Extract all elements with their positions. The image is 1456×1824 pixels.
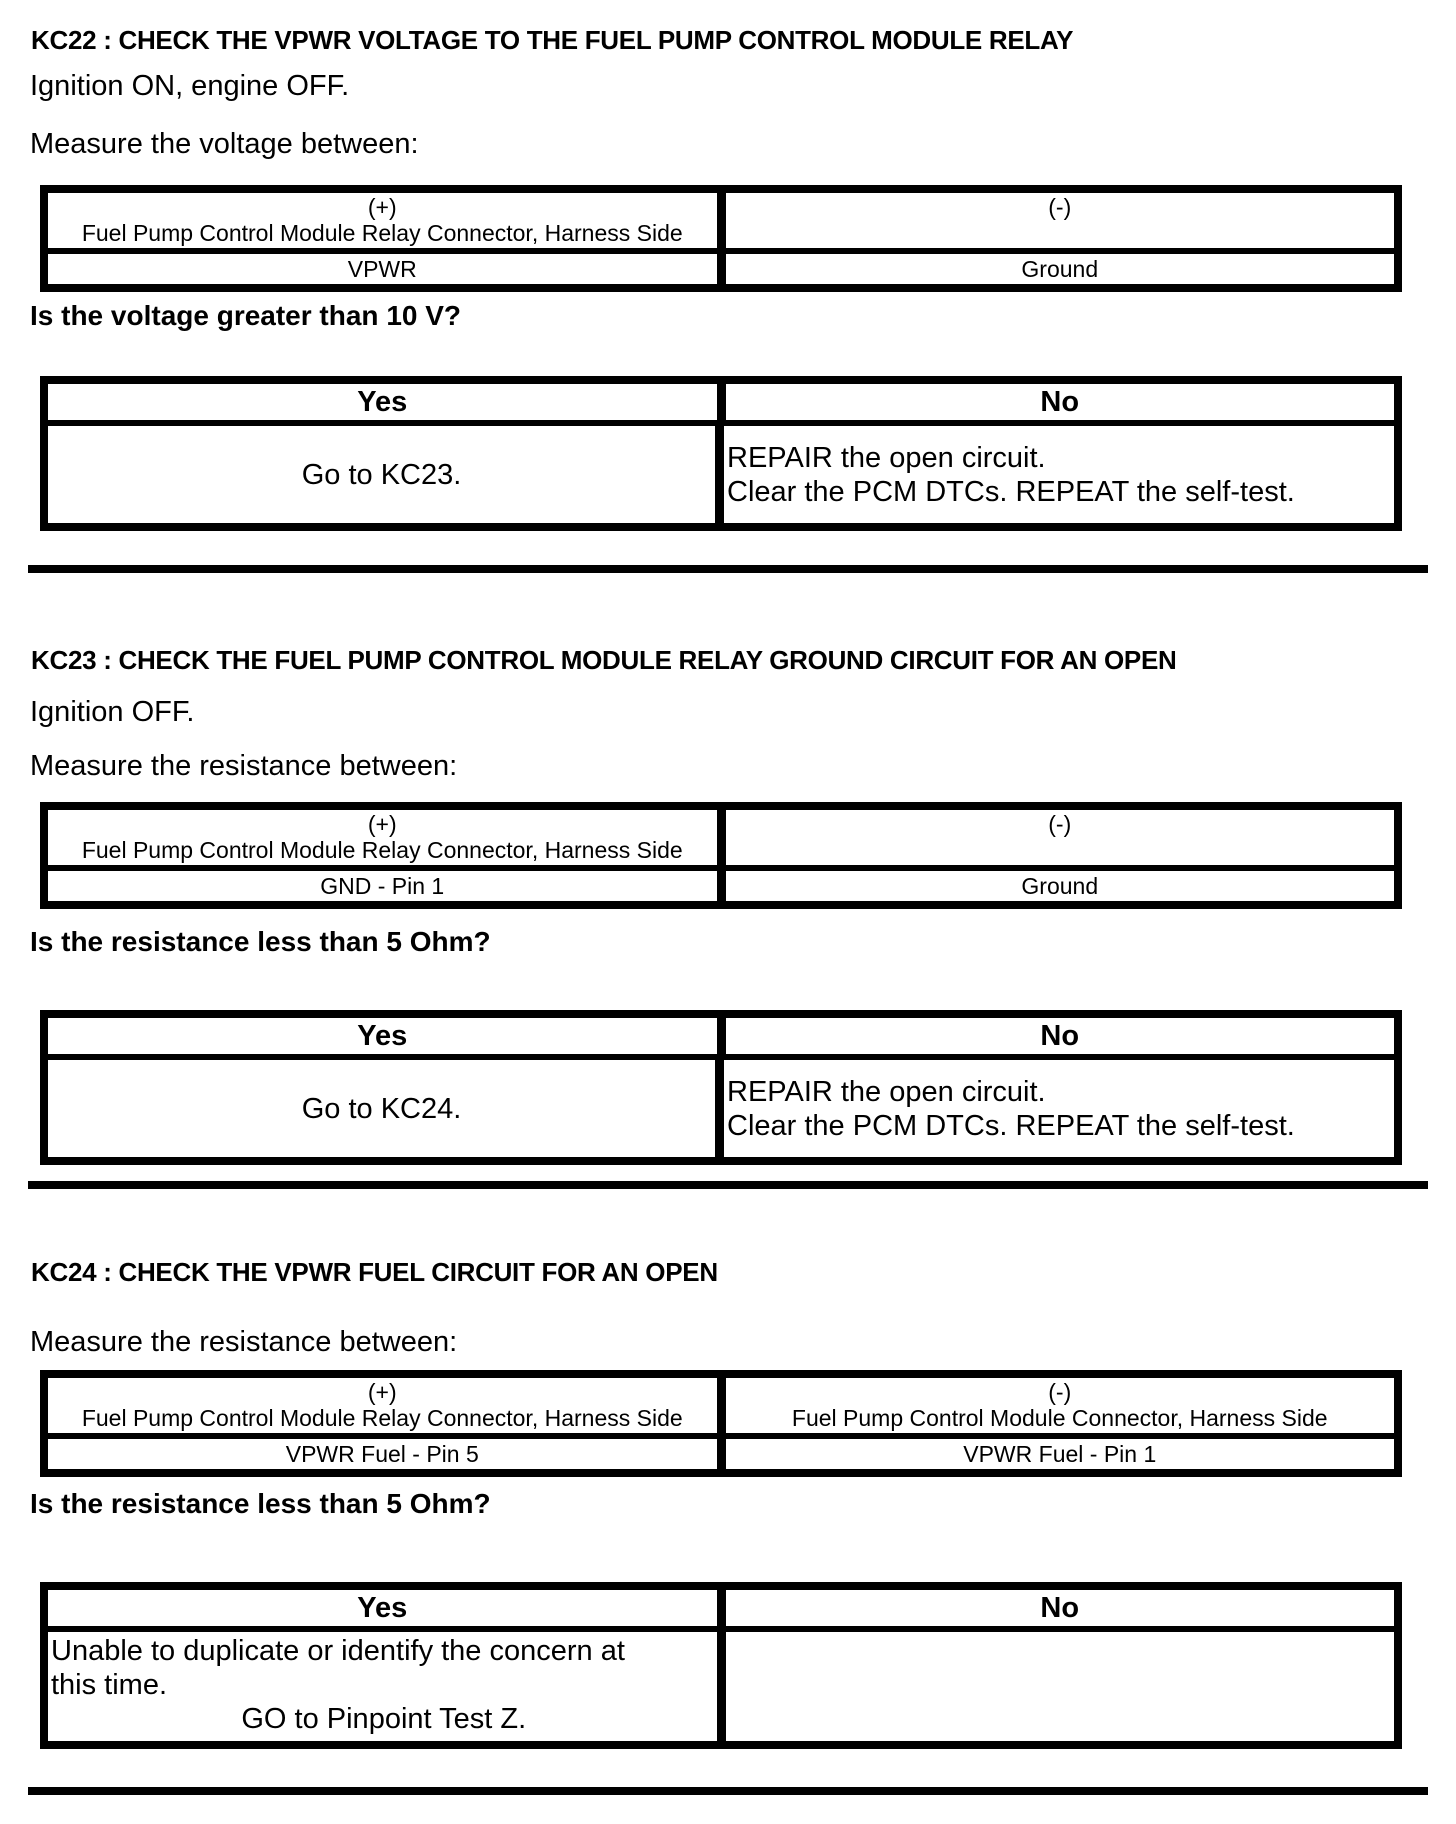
section-divider-rule: [28, 1181, 1428, 1189]
decision-header-row: [48, 1018, 1394, 1060]
kc23-decision-table: [40, 1010, 1402, 1165]
kc23-question: Is the resistance less than 5 Ohm?: [30, 926, 491, 957]
plus-header-cell: [48, 810, 726, 865]
table-value-row: [48, 254, 1394, 284]
plus-symbol: (+): [367, 194, 397, 220]
step-kc22-title: KC22 : CHECK THE VPWR VOLTAGE TO THE FUEL PUMP CONTROL MODULE RELAY: [31, 25, 1074, 55]
yes-action: Go to KC23.: [301, 458, 462, 491]
no-header-cell: No: [1040, 1592, 1080, 1624]
no-action-line-2: Clear the PCM DTCs. REPEAT the self-test.: [727, 1109, 1295, 1142]
yes-header-cell: Yes: [48, 1018, 726, 1054]
kc24-question: Is the resistance less than 5 Ohm?: [30, 1488, 491, 1519]
decision-body-row: [48, 1060, 1394, 1157]
no-action-cell: [726, 1632, 1395, 1741]
yes-action-line-2: this time.: [51, 1669, 168, 1701]
no-action-line-1: REPAIR the open circuit.: [727, 441, 1046, 474]
minus-header-cell: [726, 810, 1395, 865]
table-header-row: [48, 1378, 1394, 1439]
plus-symbol: (+): [367, 811, 397, 837]
plus-value-cell: VPWR Fuel - Pin 5: [48, 1439, 726, 1469]
plus-symbol: (+): [367, 1379, 397, 1405]
decision-body-row: [48, 426, 1394, 523]
section-divider-rule: [28, 565, 1428, 573]
decision-body-row: [48, 1632, 1394, 1741]
no-header-cell: No: [1040, 386, 1080, 418]
kc22-measure-instruction: Measure the voltage between:: [30, 128, 419, 160]
no-action-cell: [724, 1060, 1394, 1157]
kc24-measure-instruction: Measure the resistance between:: [30, 1326, 458, 1358]
kc23-measurement-table: [40, 802, 1402, 909]
minus-header-cell: [726, 193, 1395, 248]
kc24-measurement-table: [40, 1370, 1402, 1477]
yes-header-cell: Yes: [48, 384, 726, 420]
minus-value-cell: Ground: [1021, 873, 1099, 899]
yes-action-line-3: GO to Pinpoint Test Z.: [241, 1703, 527, 1735]
step-kc23-title: KC23 : CHECK THE FUEL PUMP CONTROL MODULE RELAY GROUND CIRCUIT FOR AN OPEN: [31, 645, 1177, 675]
plus-header-cell: [48, 1378, 726, 1433]
decision-header-row: [48, 1590, 1394, 1632]
table-header-row: [48, 193, 1394, 254]
yes-action: Go to KC24.: [301, 1092, 462, 1125]
decision-header-row: [48, 384, 1394, 426]
minus-symbol: (-): [1048, 811, 1072, 837]
kc24-decision-table: [40, 1582, 1402, 1749]
no-action-cell: [724, 426, 1394, 523]
yes-header-cell: Yes: [48, 1590, 726, 1626]
kc22-measurement-table: [40, 185, 1402, 292]
minus-symbol: (-): [1048, 1379, 1072, 1405]
plus-detail: Fuel Pump Control Module Relay Connector, Harness Side: [81, 220, 683, 246]
table-value-row: [48, 871, 1394, 901]
yes-action-cell: [48, 1060, 724, 1157]
yes-action-cell: [48, 1632, 726, 1741]
minus-detail: Fuel Pump Control Module Connector, Harness Side: [791, 1405, 1328, 1431]
yes-action-line-1: Unable to duplicate or identify the concern at: [51, 1635, 625, 1667]
no-header-cell: No: [1040, 1020, 1080, 1052]
table-value-row: [48, 1439, 1394, 1469]
minus-value-cell: VPWR Fuel - Pin 1: [963, 1441, 1157, 1467]
yes-action-cell: [48, 426, 724, 523]
plus-detail: Fuel Pump Control Module Relay Connector, Harness Side: [81, 1405, 683, 1431]
plus-value-cell: VPWR: [48, 254, 726, 284]
kc22-decision-table: [40, 376, 1402, 531]
section-divider-rule: [28, 1787, 1428, 1795]
plus-value-cell: GND - Pin 1: [48, 871, 726, 901]
step-kc24-title: KC24 : CHECK THE VPWR FUEL CIRCUIT FOR AN OPEN: [31, 1257, 718, 1287]
kc22-precondition: Ignition ON, engine OFF.: [30, 70, 350, 102]
plus-header-cell: [48, 193, 726, 248]
no-action-line-2: Clear the PCM DTCs. REPEAT the self-test.: [727, 475, 1295, 508]
kc23-measure-instruction: Measure the resistance between:: [30, 750, 458, 782]
minus-header-cell: [726, 1378, 1395, 1433]
kc23-precondition: Ignition OFF.: [30, 696, 195, 728]
kc22-question: Is the voltage greater than 10 V?: [30, 300, 462, 331]
minus-value-cell: Ground: [1021, 256, 1099, 282]
table-header-row: [48, 810, 1394, 871]
no-action-line-1: REPAIR the open circuit.: [727, 1075, 1046, 1108]
minus-symbol: (-): [1048, 194, 1072, 220]
plus-detail: Fuel Pump Control Module Relay Connector, Harness Side: [81, 837, 683, 863]
